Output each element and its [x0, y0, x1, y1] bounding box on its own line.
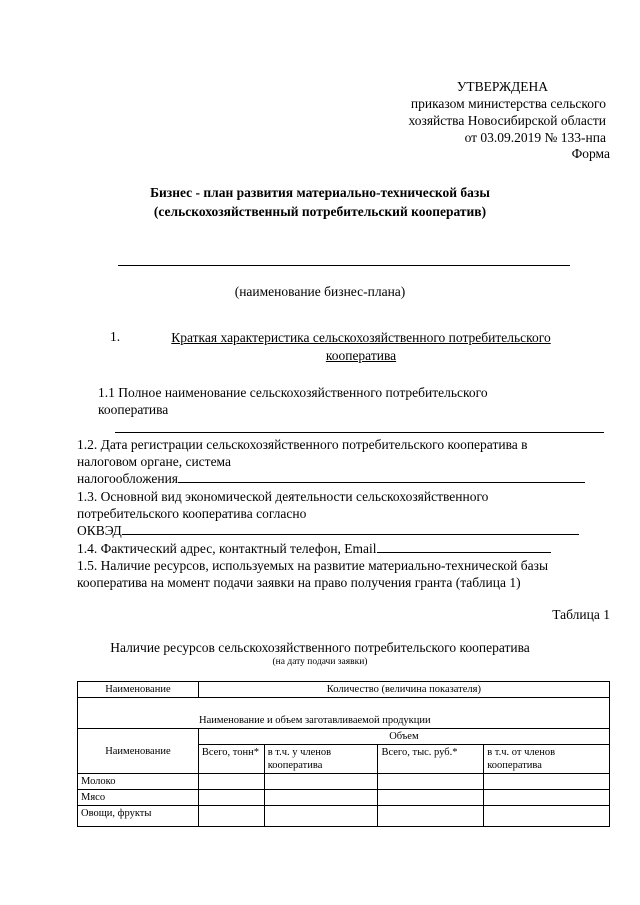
item-1-1-fill-line[interactable] [115, 418, 604, 433]
header-quantity: Количество (величина показателя) [198, 682, 609, 698]
table-cell[interactable] [378, 806, 484, 827]
document-title-line1: Бизнес - план развития материально-технической базы [150, 185, 490, 200]
table-cell[interactable] [378, 790, 484, 806]
table-cell[interactable] [484, 790, 610, 806]
document-title-line2: (сельскохозяйственный потребительский кооператив) [153, 204, 487, 219]
item-1-5-line1: 1.5. Наличие ресурсов, используемых на развитие материально-технической базы [77, 558, 549, 573]
table-cell[interactable] [198, 774, 264, 790]
plan-name-caption: (наименование бизнес-плана) [234, 284, 406, 299]
item-1-2 [77, 436, 585, 487]
resources-table [77, 681, 610, 827]
header-members-rub: в т.ч. от членов кооператива [484, 745, 610, 774]
approval-order-line: приказом министерства сельского [410, 96, 606, 111]
row-label-vegetables: Овощи, фрукты [78, 806, 199, 827]
item-1-1-line1: 1.1 Полное наименование сельскохозяйственного потребительского [98, 385, 488, 400]
header-volume: Объем [198, 729, 609, 745]
table-volume-row [78, 729, 610, 745]
row-label-meat: Мясо [78, 790, 199, 806]
table-cell[interactable] [198, 806, 264, 827]
table-row [78, 806, 610, 827]
section-number: 1. [110, 329, 121, 344]
item-1-3-line3: ОКВЭД [77, 523, 122, 538]
address-fill-line[interactable] [377, 540, 551, 553]
table-title: Наличие ресурсов сельскохозяйственного потребительского кооператива [110, 640, 530, 655]
table-row [78, 774, 610, 790]
table-cell[interactable] [198, 790, 264, 806]
header-product: Наименование и объем заготавливаемой продукции [78, 698, 610, 729]
section-title-line1: Краткая характеристика сельскохозяйственного потребительского [171, 330, 551, 345]
table-row [78, 790, 610, 806]
row-label-milk: Молоко [78, 774, 199, 790]
header-name-2: Наименование [78, 729, 199, 774]
document-title [0, 183, 640, 221]
plan-name-line[interactable] [118, 265, 570, 266]
table-cell[interactable] [264, 790, 378, 806]
okved-fill-line[interactable] [122, 522, 579, 535]
approval-date-line: от 03.09.2019 № 133-нпа [464, 130, 606, 145]
table-product-row [78, 698, 610, 729]
table-cell[interactable] [378, 774, 484, 790]
item-1-2-line2: налоговом органе, система [77, 454, 232, 469]
item-1-1 [98, 384, 604, 433]
item-1-3-line1: 1.3. Основной вид экономической деятельности сельскохозяйственного [77, 489, 489, 504]
item-1-4-text: 1.4. Фактический адрес, контактный телефон, Email [77, 541, 377, 556]
table-cell[interactable] [484, 774, 610, 790]
section-title [145, 329, 577, 365]
item-1-1-line2: кооператива [98, 402, 169, 417]
table-subtitle: (на дату подачи заявки) [272, 657, 368, 667]
header-members-tons: в т.ч. у членов кооператива [264, 745, 378, 774]
item-1-4 [77, 540, 551, 557]
table-label: Таблица 1 [552, 607, 610, 622]
item-1-3 [77, 488, 579, 539]
header-name: Наименование [78, 682, 199, 698]
approval-heading: УТВЕРЖДЕНА [456, 79, 548, 94]
item-1-2-line1: 1.2. Дата регистрации сельскохозяйственного потребительского кооператива в [77, 437, 528, 452]
table-cell[interactable] [264, 774, 378, 790]
item-1-5 [77, 557, 548, 591]
item-1-2-line3: налогообложения [77, 471, 179, 486]
taxation-fill-line[interactable] [178, 470, 585, 483]
approval-block [346, 78, 606, 146]
item-1-3-line2: потребительского кооператива согласно [77, 506, 307, 521]
table-cell[interactable] [484, 806, 610, 827]
table-header-row [78, 682, 610, 698]
form-label: Форма [571, 146, 610, 161]
item-1-5-line2: кооператива на момент подачи заявки на право получения гранта (таблица 1) [77, 575, 521, 590]
approval-ministry-line: хозяйства Новосибирской области [408, 113, 606, 128]
header-total-tons: Всего, тонн* [198, 745, 264, 774]
header-total-rub: Всего, тыс. руб.* [378, 745, 484, 774]
table-cell[interactable] [264, 806, 378, 827]
section-title-line2: кооператива [325, 348, 397, 363]
